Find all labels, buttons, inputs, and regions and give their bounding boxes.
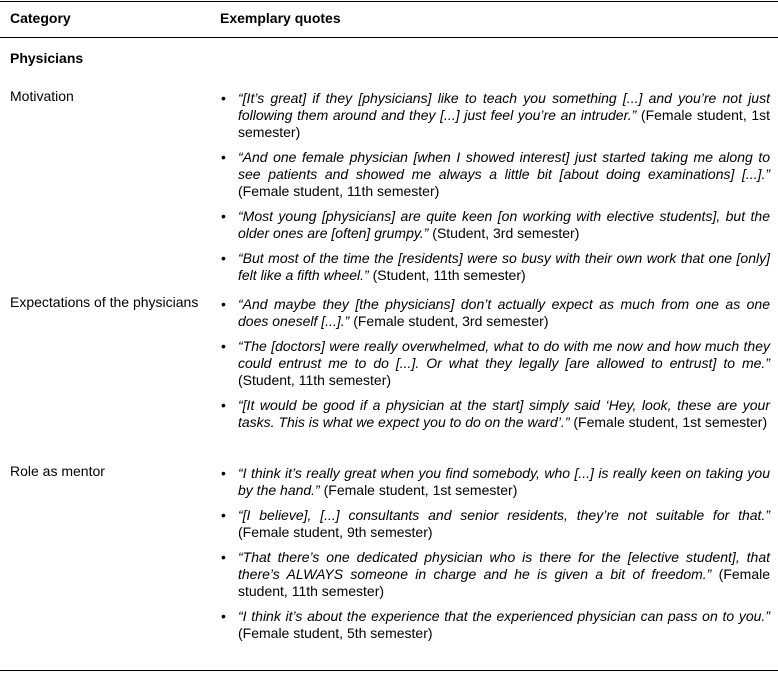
list-item [218, 296, 770, 330]
list-item [218, 338, 770, 389]
category-expectations-of-the-physicians: Expectations of the physicians [10, 294, 199, 310]
quote-source: (Female student, 11th semester) [238, 566, 771, 599]
quote-list-expectations [218, 296, 770, 439]
header-bottom-rule [0, 37, 778, 38]
quote-text: “But most of the time the [residents] were so busy with their own work that one [only] felt like a fifth wheel.” [238, 250, 770, 283]
list-item [218, 397, 770, 431]
quote-text: “And maybe they [the physicians] don’t actually expect as much from one as one does oneself [...].” [238, 296, 770, 329]
quote-text: “[It would be good if a physician at the start] simply said ‘Hey, look, these are your tasks. This is what we expect you to do on the ward’.” [238, 397, 770, 430]
header-exemplary-quotes: Exemplary quotes [220, 10, 341, 26]
quote-text: “I think it’s really great when you find somebody, who [...] is really keen on taking you by the hand.” [238, 465, 770, 498]
section-title-physicians: Physicians [10, 50, 84, 66]
quote-text: “That there’s one dedicated physician who is there for the [elective student], that there’s ALWAYS someone in charge and he is given a bit of freedom.” [238, 549, 770, 582]
list-item [218, 465, 770, 499]
quote-list-role-as-mentor [218, 465, 770, 650]
quote-source: (Female student, 1st semester) [323, 482, 518, 498]
category-motivation: Motivation [10, 88, 74, 104]
quote-text: “[I believe], [...] consultants and senior residents, they’re not suitable for that.” [238, 507, 770, 523]
quote-list-motivation [218, 90, 770, 292]
quote-source: (Student, 11th semester) [372, 267, 526, 283]
quote-source: (Female student, 1st semester) [238, 107, 771, 140]
quote-text: “Most young [physicians] are quite keen [on working with elective students], but the older ones are [often] grumpy.” [238, 208, 770, 241]
quote-source: (Student, 11th semester) [238, 372, 392, 388]
list-item [218, 549, 770, 600]
list-item [218, 90, 770, 141]
quote-text: “I think it’s about the experience that the experienced physician can pass on to you.” [238, 608, 770, 624]
quote-source: (Female student, 3rd semester) [353, 313, 549, 329]
quote-source: (Female student, 11th semester) [238, 183, 440, 199]
list-item [218, 250, 770, 284]
quote-source: (Female student, 5th semester) [238, 625, 433, 641]
quote-text: “[It’s great] if they [physicians] like to teach you something [...] and you’re not just following them around and they [...] just feel you’re an intruder.” [238, 90, 770, 123]
list-item [218, 149, 770, 200]
table-bottom-rule [0, 670, 778, 671]
quote-source: (Student, 3rd semester) [432, 225, 580, 241]
list-item [218, 208, 770, 242]
header-category: Category [10, 10, 71, 26]
quote-source: (Female student, 1st semester) [573, 414, 768, 430]
table-top-rule [0, 1, 778, 2]
quote-text: “The [doctors] were really overwhelmed, what to do with me now and how much they could entrust me to do [...]. Or what they legally [are allowed to entrust] to me.” [238, 338, 770, 371]
list-item [218, 608, 770, 642]
list-item [218, 507, 770, 541]
quote-text: “And one female physician [when I showed interest] just started taking me along to see patients and showed me always a little bit [about doing examinations] [...].” [238, 149, 770, 182]
quote-source: (Female student, 9th semester) [238, 524, 433, 540]
category-role-as-mentor: Role as mentor [10, 463, 105, 479]
